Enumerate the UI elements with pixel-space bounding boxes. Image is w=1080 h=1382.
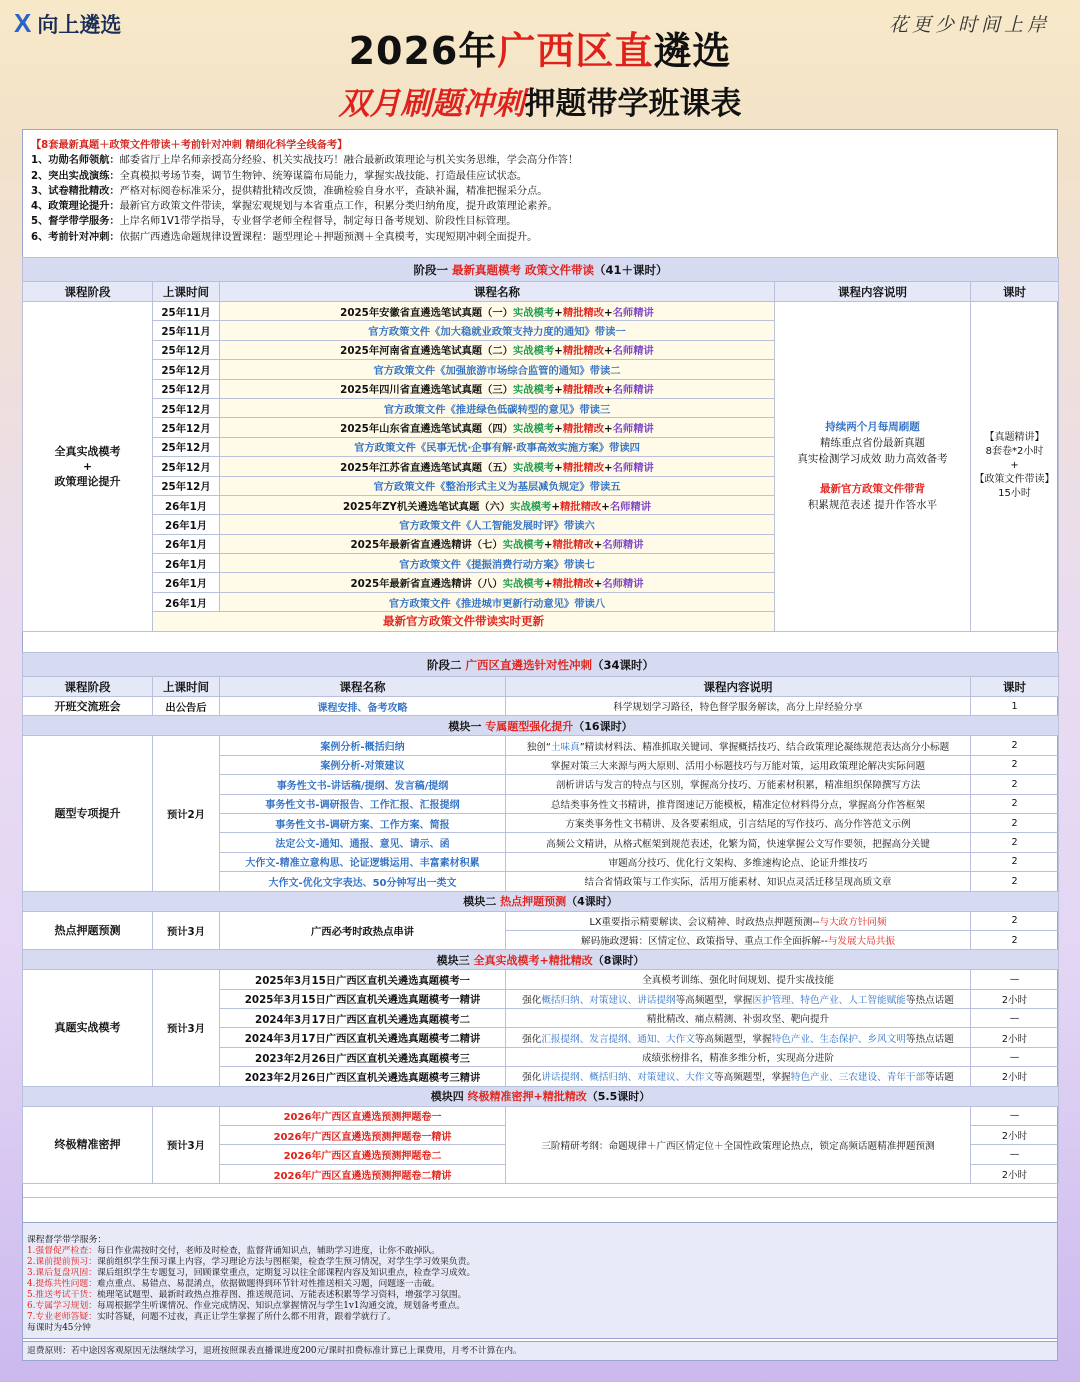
class-time: 26年1月 bbox=[153, 592, 220, 611]
table-row bbox=[23, 1184, 1059, 1198]
title-region: 广西区直 bbox=[497, 29, 654, 73]
course-name: 2025年江苏省直遴选笔试真题（五）实战模考+精批精改+名师精讲 bbox=[220, 457, 775, 476]
intro-item: 4、政策理论提升：最新官方政策文件带读，掌握宏观规划与本省重点工作，积累分类归纳角度，提升政策理论素养。 bbox=[31, 201, 558, 213]
intro-item: 2、突出实战演练：全真模拟考场节奏，调节生物钟、统筹谋篇布局能力，掌握实战技能、打造最佳应试状态。 bbox=[31, 170, 528, 182]
header-desc: 课程内容说明 bbox=[775, 282, 971, 302]
course-name: 大作文-精准立意构思、论证逻辑运用、丰富素材积累 bbox=[220, 852, 506, 871]
class-time: 25年12月 bbox=[153, 360, 220, 379]
class-time: 25年11月 bbox=[153, 302, 220, 321]
module3-time: 预计3月 bbox=[153, 970, 220, 1086]
course-hours: 2 bbox=[971, 794, 1059, 813]
course-name: 2025年四川省直遴选笔试真题（三）实战模考+精批精改+名师精讲 bbox=[220, 379, 775, 398]
schedule-panel bbox=[22, 129, 1058, 1361]
course-name: 2025年最新省直遴选精讲（八）实战模考+精批精改+名师精讲 bbox=[220, 573, 775, 592]
course-name: 官方政策文件《民事无忧·企事有解·政事高效实施方案》带读四 bbox=[220, 437, 775, 456]
page-title bbox=[0, 20, 1080, 75]
course-name: 官方政策文件《整治形式主义为基层减负规定》带读五 bbox=[220, 476, 775, 495]
class-time: 25年12月 bbox=[153, 398, 220, 417]
table-row bbox=[23, 697, 1059, 716]
table-row bbox=[23, 1106, 1059, 1125]
opening-hours: 1 bbox=[971, 697, 1059, 716]
opening-time: 出公告后 bbox=[153, 697, 220, 716]
stage1-table bbox=[22, 257, 1059, 632]
course-name: 2024年3月17日广西区直机关遴选真题模考二 bbox=[220, 1009, 506, 1028]
slogan: 花更少时间上岸 bbox=[888, 14, 1050, 36]
course-name: 官方政策文件《加大稳就业政策支持力度的通知》带读一 bbox=[220, 321, 775, 340]
module3-stage: 真题实战模考 bbox=[23, 970, 153, 1086]
module4-desc: 三阶精研考纲：命题规律＋广西区情定位＋全国性政策理论热点，锁定高频话题精准押题预测 bbox=[506, 1106, 971, 1184]
course-name: 大作文-优化文字表达、50分钟写出一类文 bbox=[220, 872, 506, 891]
course-name: 2025年最新省直遴选精讲（七）实战模考+精批精改+名师精讲 bbox=[220, 534, 775, 553]
table-row bbox=[23, 736, 1059, 755]
stage1-stage: 全真实战模考 + 政策理论提升 bbox=[23, 302, 153, 632]
course-name: 事务性文书-调研方案、工作方案、简报 bbox=[220, 813, 506, 832]
class-time: 25年12月 bbox=[153, 457, 220, 476]
module1-time: 预计2月 bbox=[153, 736, 220, 891]
course-desc: 强化汇报提纲、发言提纲、通知、大作文等高频题型，掌握特色产业、生态保护、乡风文明等热点话题 bbox=[506, 1028, 971, 1047]
course-hours: 2小时 bbox=[971, 1067, 1059, 1086]
course-name: 2025年河南省直遴选笔试真题（二）实战模考+精批精改+名师精讲 bbox=[220, 340, 775, 359]
opening-desc: 科学规划学习路径，特色督学服务解读，高分上岸经验分享 bbox=[506, 697, 971, 716]
header-stage: 课程阶段 bbox=[23, 677, 153, 697]
course-hours: — bbox=[971, 1047, 1059, 1066]
course-desc: LX重要指示精要解读、会议精神、时政热点押题预测--与大政方针同频 bbox=[506, 911, 971, 930]
class-time: 25年12月 bbox=[153, 340, 220, 359]
class-time: 25年12月 bbox=[153, 476, 220, 495]
class-time: 25年12月 bbox=[153, 437, 220, 456]
subtitle-black: 押题带学班课表 bbox=[524, 86, 742, 122]
class-time: 25年12月 bbox=[153, 379, 220, 398]
service-item: 5.推送考试干货：梳理笔试题型、最新时政热点推荐图、推送规范词、万能表述积累等学习资料，增强学习氛围。 bbox=[27, 1290, 467, 1300]
course-name: 法定公文-通知、通报、意见、请示、函 bbox=[220, 833, 506, 852]
module4-time: 预计3月 bbox=[153, 1106, 220, 1184]
header-time: 上课时间 bbox=[153, 282, 220, 302]
module3-title: 模块三 全真实战模考+精批精改（8课时） bbox=[23, 950, 1059, 970]
module4-stage: 终极精准密押 bbox=[23, 1106, 153, 1184]
intro-block bbox=[23, 130, 1057, 249]
course-hours: 2 bbox=[971, 852, 1059, 871]
course-name: 案例分析-对策建议 bbox=[220, 755, 506, 774]
service-item: 6.专属学习规划：每周根据学生听课情况、作业完成情况、知识点掌握情况与学生1v1沟通交流，规划备考重点。 bbox=[27, 1301, 466, 1311]
course-name: 2025年山东省直遴选笔试真题（四）实战模考+精批精改+名师精讲 bbox=[220, 418, 775, 437]
stage1-title: 阶段一 最新真题模考 政策文件带读（41＋课时） bbox=[23, 258, 1059, 282]
course-name: 2023年2月26日广西区直机关遴选真题模考三 bbox=[220, 1047, 506, 1066]
course-hours: 2 bbox=[971, 872, 1059, 891]
course-name: 官方政策文件《推进城市更新行动意见》带读八 bbox=[220, 592, 775, 611]
header-stage: 课程阶段 bbox=[23, 282, 153, 302]
intro-item: 1、功勋名师领航：邮委省厅上岸名师亲授高分经验、机关实战技巧！融合最新政策理论与机关实务思维，学会高分作答！ bbox=[31, 155, 579, 167]
class-time: 26年1月 bbox=[153, 573, 220, 592]
course-desc: 掌握对策三大来源与两大原则、活用小标题技巧与万能对策，运用政策理论解决实际问题 bbox=[506, 755, 971, 774]
class-time: 26年1月 bbox=[153, 554, 220, 573]
course-desc: 总结类事务性文书精讲，推背图速记万能模板，精准定位材料得分点，掌握高分作答框架 bbox=[506, 794, 971, 813]
policy-update-note: 最新官方政策文件带读实时更新 bbox=[153, 612, 775, 631]
service-item: 4.提炼共性问题：难点重点、易错点、易混淆点，依据做题得到环节针对性推送相关习题，问题逐一击破。 bbox=[27, 1279, 441, 1289]
spacer bbox=[23, 1184, 1059, 1198]
course-name: 2023年2月26日广西区直机关遴选真题模考三精讲 bbox=[220, 1067, 506, 1086]
course-hours: 2小时 bbox=[971, 1164, 1059, 1183]
course-hours: 2 bbox=[971, 911, 1059, 930]
header-time: 上课时间 bbox=[153, 677, 220, 697]
module1-title: 模块一 专属题型强化提升（16课时） bbox=[23, 716, 1059, 736]
course-name: 事务性文书-讲话稿/提纲、发言稿/提纲 bbox=[220, 775, 506, 794]
course-name: 案例分析-概括归纳 bbox=[220, 736, 506, 755]
intro-item: 5、督学带学服务：上岸名师1V1带学指导，专业督学老师全程督导，制定每日备考规划、阶段性目标管理。 bbox=[31, 216, 517, 228]
course-desc: 强化概括归纳、对策建议、讲话提纲等高频题型，掌握医护管理、特色产业、人工智能赋能等热点话题 bbox=[506, 989, 971, 1008]
stage2-title: 阶段二 广西区直遴选针对性冲刺（34课时） bbox=[23, 653, 1059, 677]
course-hours: 2小时 bbox=[971, 989, 1059, 1008]
refund-policy: 退费原则：若中途因客观原因无法继续学习，退班按照课表直播课进度200元/课时扣费标准计算已上课费用，月考不计算在内。 bbox=[22, 1341, 1058, 1361]
course-hours: 2 bbox=[971, 930, 1059, 949]
course-name: 2026年广西区直遴选预测押题卷一 bbox=[220, 1106, 506, 1125]
services-total: 每课时为45分钟 bbox=[27, 1323, 91, 1333]
course-desc: 剖析讲话与发言的特点与区别，掌握高分技巧、万能素材积累，精准组织保障撰写方法 bbox=[506, 775, 971, 794]
course-name: 官方政策文件《加强旅游市场综合监管的通知》带读二 bbox=[220, 360, 775, 379]
course-desc: 全真模考训练、强化时间规划、提升实战技能 bbox=[506, 970, 971, 989]
course-name: 2024年3月17日广西区直机关遴选真题模考二精讲 bbox=[220, 1028, 506, 1047]
module2-stage: 热点押题预测 bbox=[23, 911, 153, 950]
course-name: 官方政策文件《人工智能发展时评》带读六 bbox=[220, 515, 775, 534]
header-hours: 课时 bbox=[971, 282, 1059, 302]
course-hours: 2小时 bbox=[971, 1028, 1059, 1047]
header-name: 课程名称 bbox=[220, 282, 775, 302]
module2-name: 广西必考时政热点串讲 bbox=[220, 911, 506, 950]
course-hours: 2 bbox=[971, 775, 1059, 794]
class-time: 25年11月 bbox=[153, 321, 220, 340]
course-hours: — bbox=[971, 970, 1059, 989]
table-row bbox=[23, 970, 1059, 989]
course-name: 2025年3月15日广西区直机关遴选真题模考一 bbox=[220, 970, 506, 989]
title-year: 2026年 bbox=[348, 29, 498, 73]
course-hours: 2 bbox=[971, 736, 1059, 755]
class-time: 26年1月 bbox=[153, 534, 220, 553]
class-time: 26年1月 bbox=[153, 495, 220, 514]
course-desc: 结合省情政策与工作实际，活用万能素材、知识点灵活迁移呈现高质文章 bbox=[506, 872, 971, 891]
header-desc: 课程内容说明 bbox=[506, 677, 971, 697]
page-subtitle bbox=[0, 78, 1080, 123]
course-hours: 2 bbox=[971, 755, 1059, 774]
course-desc: 独创“土味真”精读材料法、精准抓取关键词、掌握概括技巧、结合政策理论凝练规范表达高分小标题 bbox=[506, 736, 971, 755]
course-hours: — bbox=[971, 1009, 1059, 1028]
service-item: 2.课前提前预习：课前组织学生预习课上内容，学习理论方法与图框架，检查学生预习情况，对学生学习效果负责。 bbox=[27, 1257, 476, 1267]
header-name: 课程名称 bbox=[220, 677, 506, 697]
course-hours: 2小时 bbox=[971, 1126, 1059, 1145]
module1-stage: 题型专项提升 bbox=[23, 736, 153, 891]
title-suffix: 遴选 bbox=[653, 29, 732, 73]
course-name: 2026年广西区直遴选预测押题卷一精讲 bbox=[220, 1126, 506, 1145]
class-time: 26年1月 bbox=[153, 515, 220, 534]
table-row bbox=[23, 911, 1059, 930]
course-desc: 精批精改、痛点精测、补弱攻坚、靶向提升 bbox=[506, 1009, 971, 1028]
course-desc: 成绩张榜排名，精准多维分析，实现高分进阶 bbox=[506, 1047, 971, 1066]
course-desc: 解码施政逻辑：区情定位、政策指导、重点工作全面拆解--与发展大局共振 bbox=[506, 930, 971, 949]
course-desc: 强化讲话提纲、概括归纳、对策建议、大作文等高频题型，掌握特色产业、三农建设、青年干部等话题 bbox=[506, 1067, 971, 1086]
module2-title: 模块二 热点押题预测（4课时） bbox=[23, 891, 1059, 911]
module4-title: 模块四 终极精准密押+精批精改（5.5课时） bbox=[23, 1086, 1059, 1106]
logo-x-icon: X bbox=[14, 8, 32, 38]
intro-item: 3、试卷精批精改：严格对标阅卷标准采分，提供精批精改反馈，准确检验自身水平，查缺补漏，精准把握采分点。 bbox=[31, 185, 548, 197]
course-name: 事务性文书-调研报告、工作汇报、汇报提纲 bbox=[220, 794, 506, 813]
course-desc: 高频公文精讲，从格式框架到规范表述，化繁为简，快速掌握公文写作要领，把握高分关键 bbox=[506, 833, 971, 852]
service-item: 7.专业老师答疑：实时答疑，问题不过夜，真正让学生掌握了所什么都不用背，跟着学就行了。 bbox=[27, 1312, 397, 1322]
course-desc: 方案类事务性文书精讲、及各要素组成，引言结尾的写作技巧、高分作答范文示例 bbox=[506, 813, 971, 832]
course-hours: 2 bbox=[971, 833, 1059, 852]
services-title: 课程督学带学服务： bbox=[27, 1235, 107, 1245]
table-row bbox=[23, 302, 1059, 321]
service-item: 3.课后复盘巩固：课后组织学生专题复习，回顾课堂重点，定期复习以往全部课程内容及知识重点，检查学习成效。 bbox=[27, 1268, 476, 1278]
course-name: 官方政策文件《推进绿色低碳转型的意见》带读三 bbox=[220, 398, 775, 417]
stage2-table bbox=[22, 652, 1059, 1198]
course-hours: 2 bbox=[971, 813, 1059, 832]
course-hours: — bbox=[971, 1145, 1059, 1164]
module2-time: 预计3月 bbox=[153, 911, 220, 950]
intro-item: 6、考前针对冲刺：依据广西遴选命题规律设置课程：题型理论＋押题预测＋全真模考，实现短期冲刺全面提升。 bbox=[31, 231, 538, 243]
service-item: 1.强督促严检查：每日作业需按时交付，老师及时检查，监督背诵知识点，辅助学习进度，让你不敢掉队。 bbox=[27, 1246, 441, 1256]
course-desc: 审题高分技巧、优化行文架构、多维速构论点、论证升维技巧 bbox=[506, 852, 971, 871]
course-name: 2026年广西区直遴选预测押题卷二精讲 bbox=[220, 1164, 506, 1183]
brand-name: 向上遴选 bbox=[37, 12, 122, 37]
stage1-hours: 【真题精讲】 8套卷*2小时 + 【政策文件带读】 15小时 bbox=[971, 302, 1059, 632]
course-name: 2026年广西区直遴选预测押题卷二 bbox=[220, 1145, 506, 1164]
opening-stage: 开班交流班会 bbox=[23, 697, 153, 716]
course-hours: — bbox=[971, 1106, 1059, 1125]
stage1-desc: 持续两个月每周刷题 精练重点省份最新真题 真实检测学习成效 助力高效备考 最新官方政策文件带背 积累规范表述 提升作答水平 bbox=[775, 302, 971, 632]
course-name: 2025年安徽省直遴选笔试真题（一）实战模考+精批精改+名师精讲 bbox=[220, 302, 775, 321]
class-time: 25年12月 bbox=[153, 418, 220, 437]
subtitle-red: 双月刷题冲刺 bbox=[338, 86, 525, 122]
header-hours: 课时 bbox=[971, 677, 1059, 697]
services-block bbox=[22, 1222, 1058, 1339]
course-name: 2025年3月15日广西区直机关遴选真题模考一精讲 bbox=[220, 989, 506, 1008]
intro-headline: 【8套最新真题＋政策文件带读＋考前针对冲刺 精细化科学全线备考】 bbox=[31, 140, 348, 151]
course-name: 官方政策文件《提振消费行动方案》带读七 bbox=[220, 554, 775, 573]
course-name: 2025年ZY机关遴选笔试真题（六）实战模考+精批精改+名师精讲 bbox=[220, 495, 775, 514]
opening-name: 课程安排、备考攻略 bbox=[220, 697, 506, 716]
